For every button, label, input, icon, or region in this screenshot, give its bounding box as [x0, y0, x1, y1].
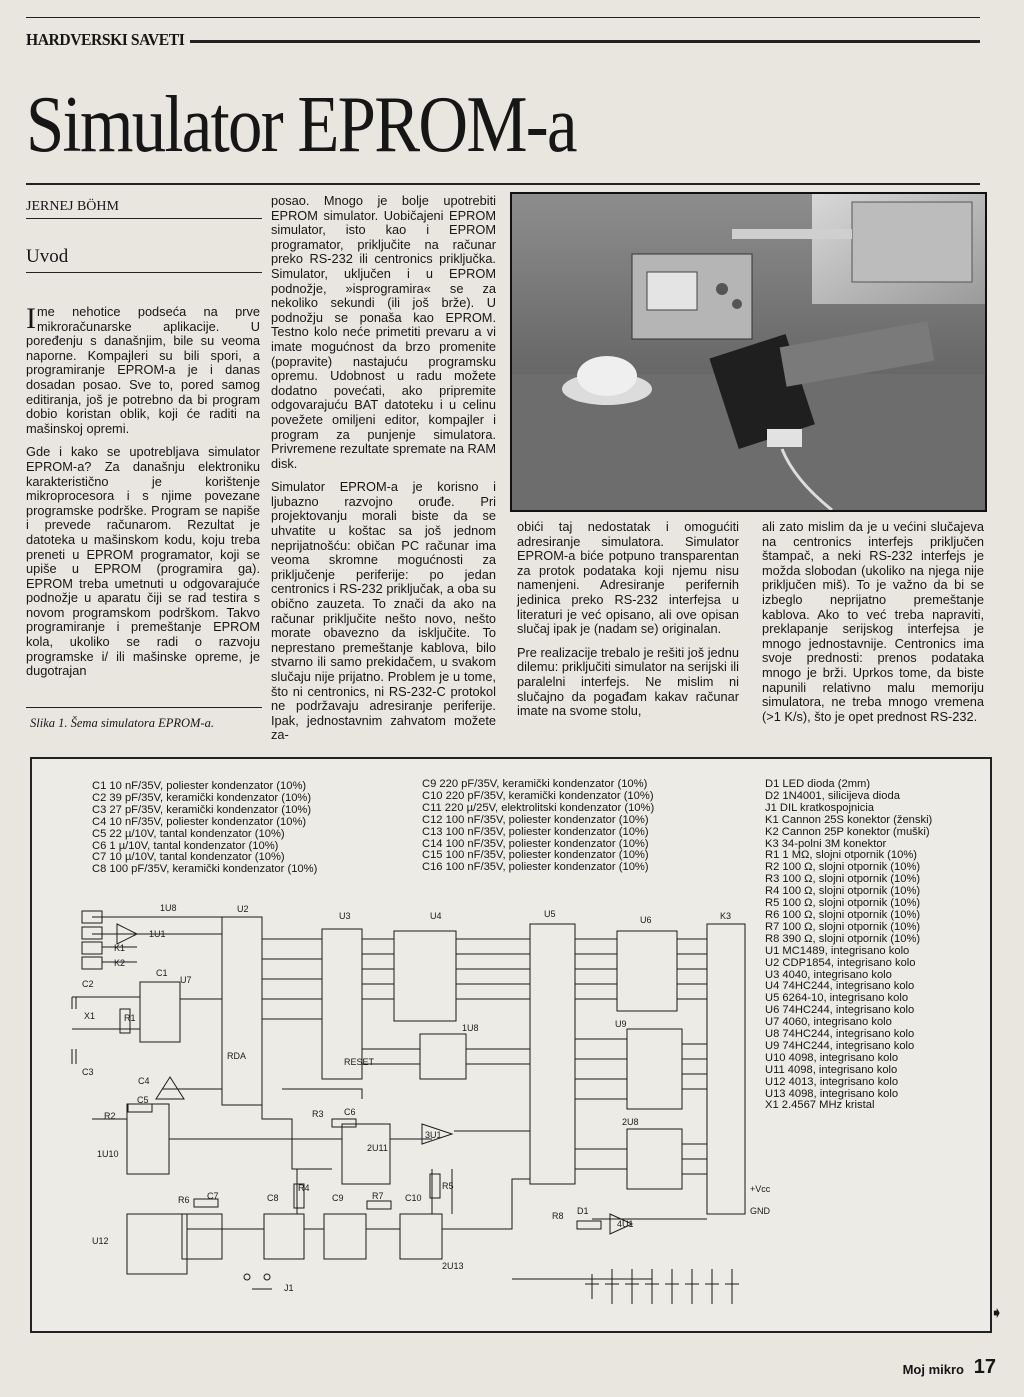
ic-u6: [617, 931, 677, 1011]
label-c6: C6: [344, 1107, 356, 1117]
label-3u1: 3U1: [425, 1130, 442, 1140]
title-rule: [26, 183, 980, 185]
caption-rule: [26, 707, 262, 708]
label-k1: K1: [114, 943, 126, 953]
parts-list-capacitors-1: C1 10 nF/35V, poliester kondenzator (10%) C2 39 pF/35V, keramički kondenzator (10%) C3 27 pF/35V, keramički kondenzator (10%) C4 10 nF/35V, poliester kondenzator (10%) C5 22 µ/10V, tantal kondenzator (10%) C6 1 µ/10V, tantal kondenzator (10%) C7 10 µ/10V, tantal kondenzator (10%) C8 100 pF/35V, keramički kondenzator (10%): [92, 780, 318, 876]
label-gnd: GND: [750, 1206, 770, 1216]
ic-u2: [222, 917, 262, 1105]
page-arrow-icon: ➧: [990, 1305, 1004, 1322]
header-rule: [190, 40, 980, 43]
label-c1: C1: [156, 968, 168, 978]
top-rule: [26, 17, 980, 18]
label-u9: U9: [615, 1019, 627, 1029]
page-number: 17: [973, 1356, 996, 1378]
ic-2u11: [342, 1124, 390, 1184]
paragraph: ali zato mislim da je u većini slučajeva na centronics interfejs priključen štampač, a neki RS-232 interfejs je možda slobodan (ukoliko na njega nije priključen miš). To je važno da bi se izbeglo neprijatno premeštanje kablova. Ako to već treba napraviti, preklapanje serijskog interfejsa je mnogo jednostavnije. Centronics ima svoje prednosti: prenos podataka mnogo je brži. Uprkos tome, da biste napunili relativno malu memoriju simulatora, ne treba mnogo vremena (>1 K/s), što je opet prednost RS-232.: [762, 519, 984, 724]
label-u4: U4: [430, 911, 442, 921]
paragraph: Pre realizacije trebalo je rešiti još jednu dilemu: priključiti simulator na serijski ili paralelni interfejs. Ne mislim ni slučajno da pogađam kakav računar imate na svome stolu,: [517, 644, 739, 719]
label-2u8: 2U8: [622, 1117, 639, 1127]
label-reset: RESET: [344, 1057, 375, 1067]
ic-1u13: [324, 1214, 366, 1259]
label-c3: C3: [82, 1067, 94, 1077]
paragraph: Simulator EPROM-a je korisno i ljubazno razvojno oruđe. Pri projektovanju morali biste da se uhvatite u koštac sa još jednom neprijatnošću: običan PC računar ima veoma skromne mogućnosti za priključenje periferije: po jedan centronics i RS-232 priključak, a oba su obično zauzeta. To znači da ako na računar priključite nešto novo, nešto morate obavezno da isključite. To neprestano premeštanje kablova, bilo stvarno ili samo prekidačem, u svakom slučaju nije prijatno. Problem je u tome, što ni centronics, ni RS-232-C protokol ne podržavaju adresiranje periferije. Ipak, jednostavnim zahvatom možete za-: [271, 479, 496, 743]
paragraph: posao. Mnogo je bolje upotrebiti EPROM simulator. Uobičajeni EPROM simulator, isto kao i EPROM programator, priključite na računar preko RS-232 ili centronics priključka. Simulator, uključen i u EPROM podnožje, »isprogramira« se za nekoliko sekundi (ili još brže). U podnožju se ponaša kao EPROM. Testno kolo neće primetiti prevaru a vi imate mogućnost da brzo promenite (popravite) nastajuću programsku opremu. Udobnost u radu možete dodatno povećati, ako pripremite odgovarajuću BAT datoteku i u celinu povežete omiljeni editor, kompajler i program za punjenje simulatora. Privremene rezultate spremate na RAM disk.: [271, 193, 496, 471]
paragraph: obići taj nedostatak i omogućiti adresiranje simulatora. Simulator EPROM-a biće potpuno transparentan za protok podataka koji njemu nisu namenjeni. Adresiranje perifernih jedinica preko RS-232 interfejsa u literaturi je već opisano, ali ove opisan slučaj ipak je (nadam se) originalan.: [517, 519, 739, 637]
label-2u13: 2U13: [442, 1261, 464, 1271]
column-4: [762, 520, 984, 724]
label-1u8: 1U8: [462, 1023, 479, 1033]
ic-u8: [420, 1034, 466, 1079]
ic-u12: [127, 1214, 187, 1274]
figure-caption: Slika 1. Šema simulatora EPROM-a.: [30, 716, 215, 730]
ic-2u8: [627, 1129, 682, 1189]
label-r1: R1: [124, 1013, 136, 1023]
author: JERNEJ BÖHM: [26, 199, 119, 214]
label-c9: C9: [332, 1193, 344, 1203]
label-k2: K2: [114, 958, 126, 968]
magazine-name: Moj mikro: [902, 1362, 964, 1377]
label-r8: R8: [552, 1211, 564, 1221]
parts-list-capacitors-2: C9 220 pF/35V, keramički kondenzator (10%) C10 220 pF/35V, keramički kondenzator (10%) C11 220 µ/25V, elektrolitski kondenzator (10%) C12 100 nF/35V, poliester kondenzator (10%) C13 100 nF/35V, poliester kondenzator (10%) C14 100 nF/35V, poliester kondenzator (10%) C15 100 nF/35V, poliester kondenzator (10%) C16 100 nF/35V, poliester kondenzator (10%): [422, 778, 655, 874]
parts-list-other: D1 LED dioda (2mm) D2 1N4001, silicijeva dioda J1 DIL kratkospojnicia K1 Cannon 25S konektor (ženski) K2 Cannon 25P konektor (muški) K3 34-polni 3M konektor R1 1 MΩ, slojni otpornik (10%) R2 100 Ω, slojni otpornik (10%) R3 100 Ω, slojni otpornik (10%) R4 100 Ω, slojni otpornik (10%) R5 100 Ω, slojni otpornik (10%) R6 100 Ω, slojni otpornik (10%) R7 100 Ω, slojni otpornik (10%) R8 390 Ω, slojni otpornik (10%) U1 MC1489, integrisano kolo U2 CDP1854, integrisano kolo U3 4040, integrisano kolo U4 74HC244, integrisano kolo U5 6264-10, integrisano kolo U6 74HC244, integrisano kolo U7 4060, integrisano kolo U8 74HC244, integrisano kolo U9 74HC244, integrisano kolo U10 4098, integrisano kolo U11 4098, integrisano kolo U12 4013, integrisano kolo U13 4098, integrisano kolo X1 2.4567 MHz kristal: [765, 778, 933, 1112]
circuit-diagram: [32, 759, 990, 1331]
label-u8: 1U8: [160, 903, 177, 913]
label-4u1: 4U1: [617, 1219, 634, 1229]
page-title: Simulator EPROM-a: [26, 81, 576, 169]
column-2: [271, 194, 496, 743]
label-u5: U5: [544, 909, 556, 919]
label-r7: R7: [372, 1191, 384, 1201]
author-rule: [26, 218, 262, 219]
label-c8: C8: [267, 1193, 279, 1203]
label-1u1: 1U1: [149, 929, 166, 939]
label-vcc: +Vcc: [750, 1184, 771, 1194]
ic-1u11: [264, 1214, 304, 1259]
label-c7: C7: [207, 1191, 219, 1201]
label-r5: R5: [442, 1181, 454, 1191]
label-c4: C4: [138, 1076, 150, 1086]
section-label: HARDVERSKI SAVETI: [26, 30, 185, 49]
ic-u10: [127, 1104, 169, 1174]
photo-illustration: [512, 194, 985, 510]
label-rda: RDA: [227, 1051, 247, 1061]
ic-u5: [530, 924, 575, 1184]
photo-eprom-simulator: [510, 192, 987, 512]
label-c5: C5: [137, 1095, 149, 1105]
label-c10: C10: [405, 1193, 422, 1203]
ic-2u13: [400, 1214, 442, 1259]
ic-u4: [394, 931, 456, 1021]
label-u2: U2: [237, 904, 249, 914]
label-u7: U7: [180, 975, 192, 985]
ic-2u10: [182, 1214, 222, 1259]
subhead-rule: [26, 272, 262, 273]
section-heading: Uvod: [26, 246, 69, 267]
paragraph: Ime nehotice podseća na prve mikroračunarske aplikacije. U poređenju s današnjim, bile su veoma naporne. Kompajleri su bili spori, a programiranje EPROM-a je i danas dosadan posao. Sve to, pored samog editiranja, još je potrebno da bi program dobio koristan oblik, koji će raditi na mašinskoj opremi.: [26, 302, 260, 436]
label-u3: U3: [339, 911, 351, 921]
label-r3: R3: [312, 1109, 324, 1119]
label-x1: X1: [84, 1011, 96, 1021]
label-u12: U12: [92, 1236, 109, 1246]
buffer-2u1: [156, 1077, 184, 1099]
schematic-figure: [30, 757, 992, 1333]
ic-u7: [140, 982, 180, 1042]
drop-cap: I: [26, 302, 36, 335]
label-r4: R4: [298, 1183, 310, 1193]
ic-u9: [627, 1029, 682, 1109]
label-r6: R6: [178, 1195, 190, 1205]
label-r2: R2: [104, 1111, 116, 1121]
label-j1: J1: [284, 1283, 294, 1293]
ic-k3: [707, 924, 745, 1214]
label-u6: U6: [640, 915, 652, 925]
label-2u11: 2U11: [367, 1143, 388, 1153]
label-c2: C2: [82, 979, 94, 989]
label-1u10: 1U10: [97, 1149, 119, 1159]
column-3: [517, 520, 739, 719]
label-k3: K3: [720, 911, 732, 921]
column-1: [26, 302, 260, 679]
label-d1: D1: [577, 1206, 589, 1216]
paragraph: Gde i kako se upotrebljava simulator EPROM-a? Za današnju elektroniku karakteristično je korištenje mikroprocesora i s njime povezane programske podrške. Program se napiše i prevede računarom. Rezultat je datoteka u mašinskom kodu, koju treba preneti u EPROM programator, koji se upiše u EPROM (programira ga). EPROM treba umetnuti u odgovarajuće podnožje u aparatu čiji se rad testira s novom programskom podrškom. Takvo programiranje i premeštanje EPROM kola, ukoliko se radi o razvoju programske i/ ili mašinske opreme, je dugotrajan: [26, 444, 260, 679]
